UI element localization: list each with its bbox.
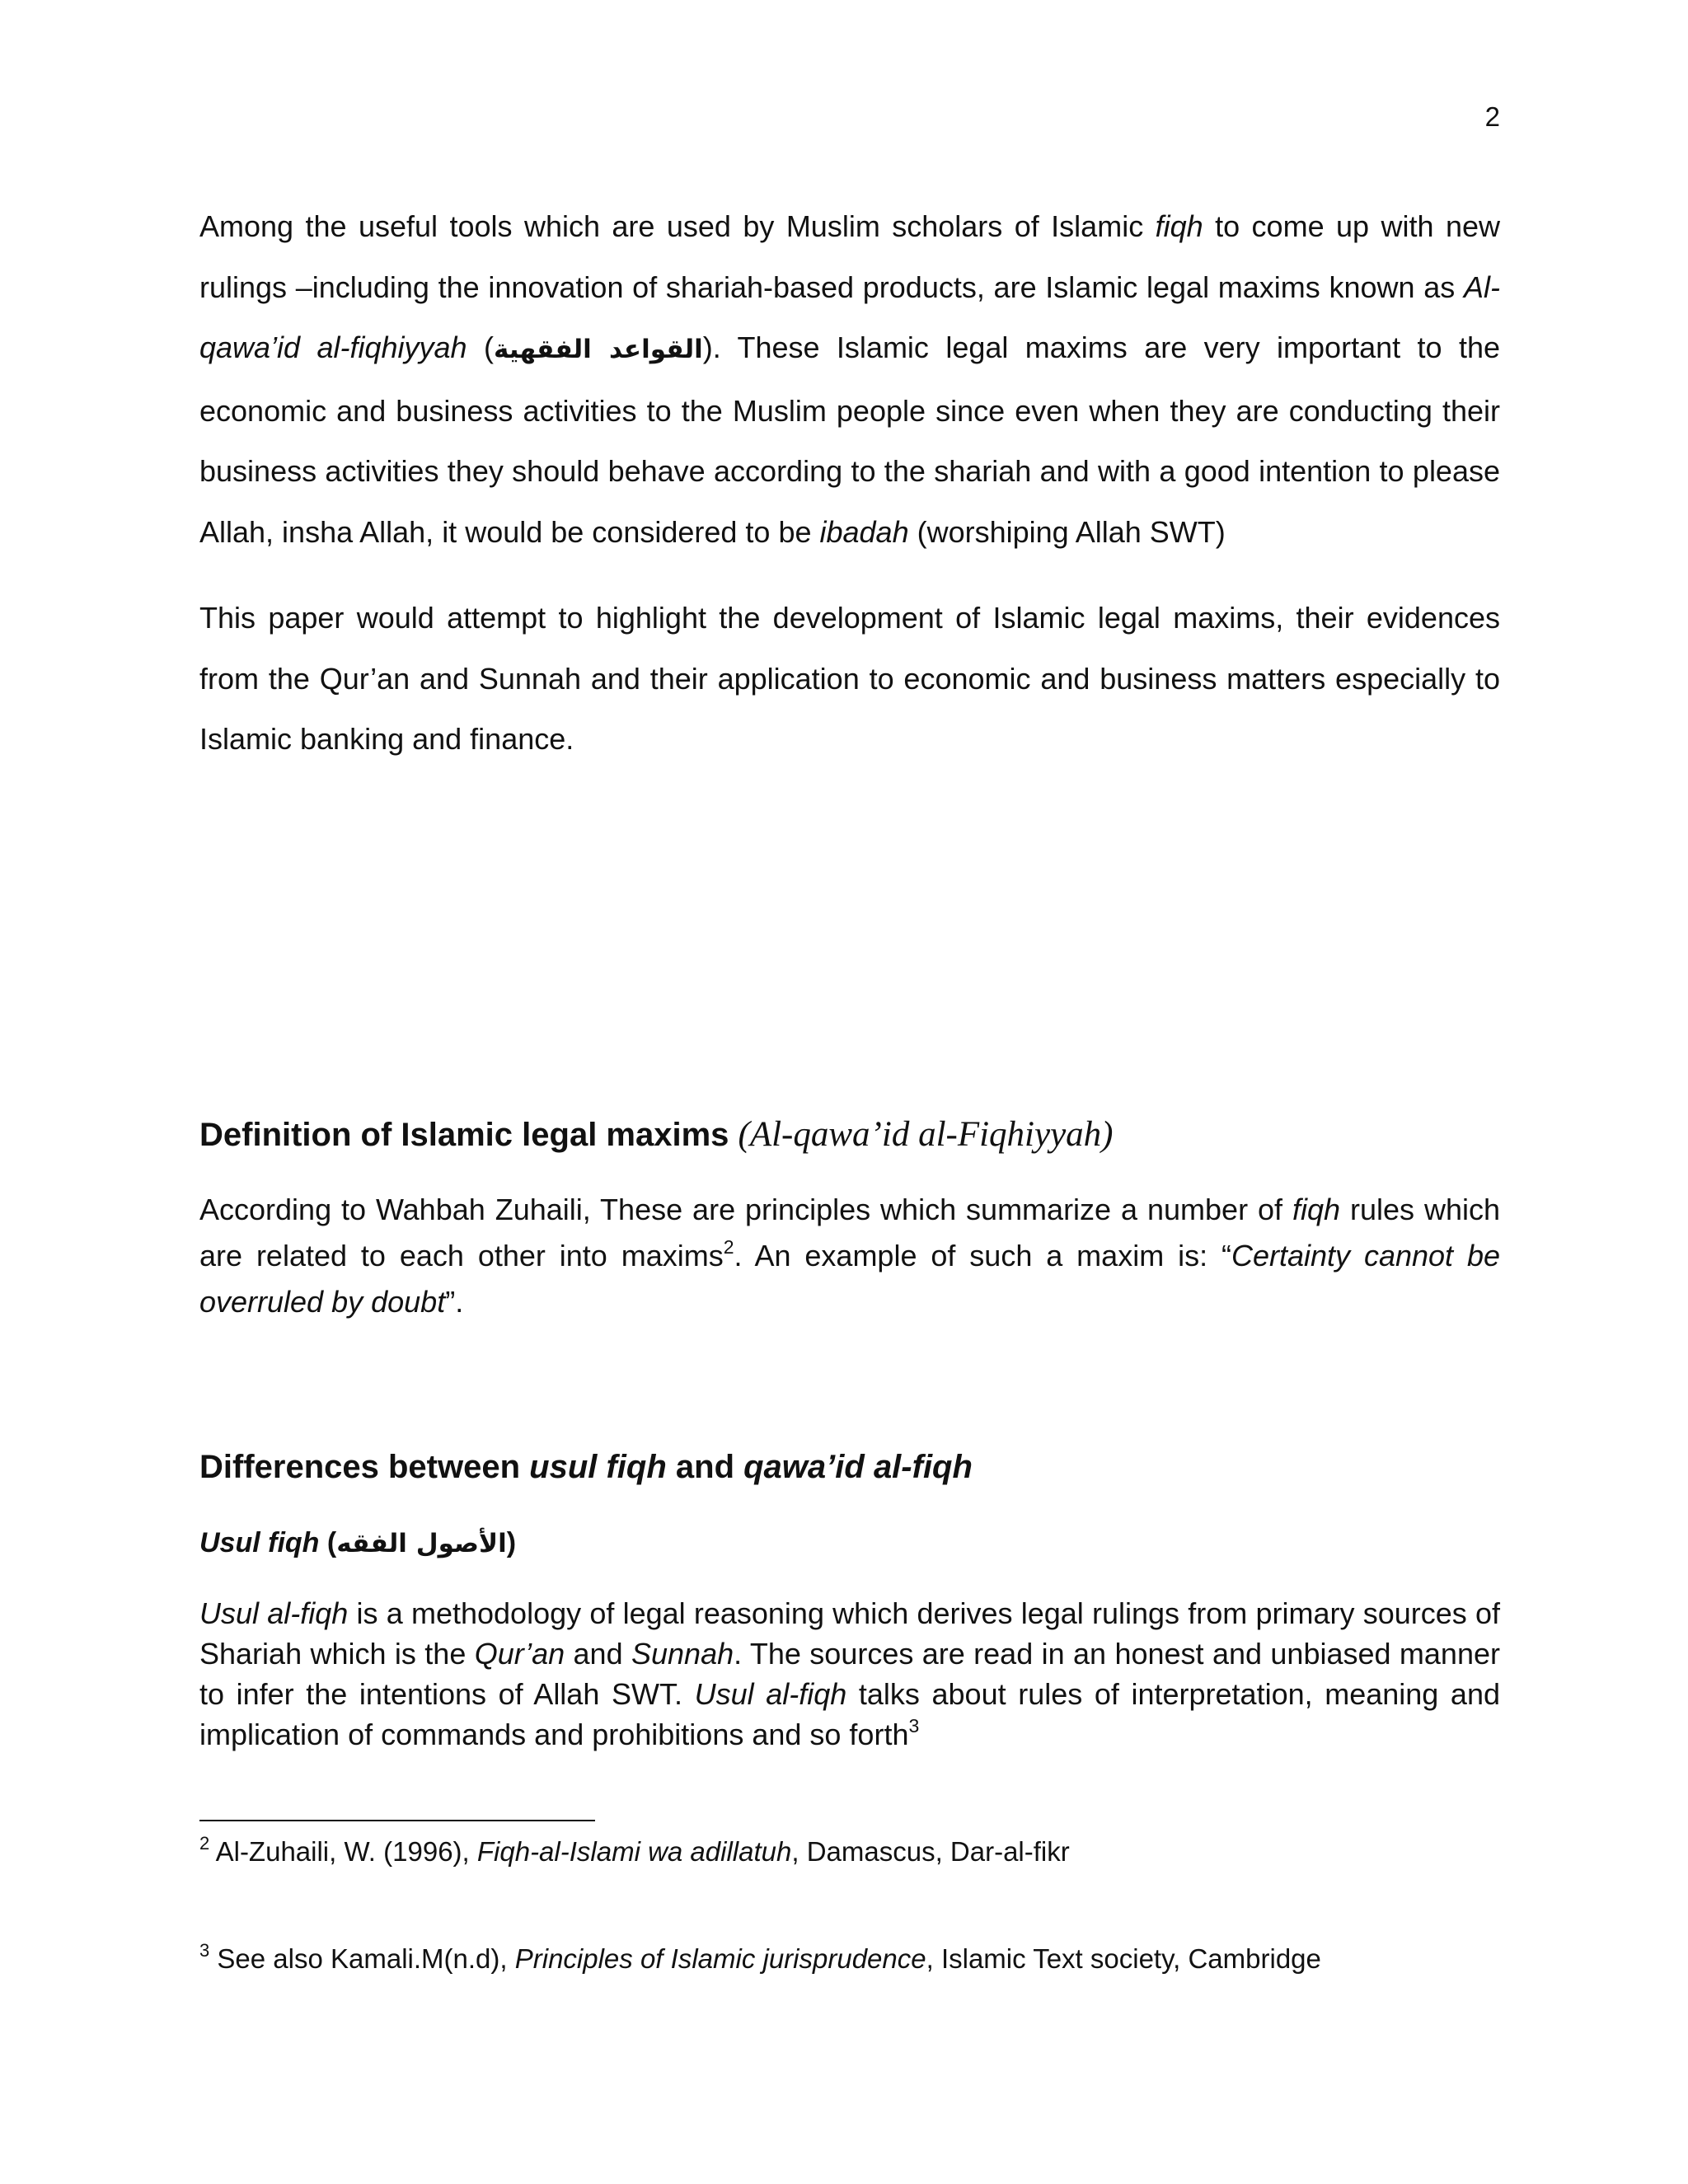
intro-p1-text-4: (worshiping Allah SWT) [908, 514, 1226, 549]
usul-term: Usul al-fiqh [199, 1596, 349, 1630]
definition-text-2: rules which are related to each other into maxims [199, 1193, 1500, 1272]
usul-subheading-close-paren: ) [506, 1527, 517, 1558]
definition-heading-bold: Definition of Islamic legal maxims [199, 1117, 738, 1153]
usul-and: and [565, 1637, 631, 1671]
definition-fiqh: fiqh [1292, 1193, 1341, 1226]
intro-p1-ibadah: ibadah [819, 514, 909, 549]
usul-subheading-arabic: الأصول الفقه [336, 1529, 507, 1558]
definition-heading-close-paren: ) [1101, 1115, 1114, 1154]
usul-term-2: Usul al-fiqh [694, 1677, 847, 1711]
footnote-3-text-1: See also Kamali.M(n.d), [209, 1943, 515, 1974]
usul-subheading-open-paren: ( [319, 1527, 337, 1558]
usul-text-3: talks about rules of interpretation, meaning and implication of commands and prohibitions and so forth [199, 1677, 1500, 1751]
differences-heading-usul: usul fiqh [529, 1449, 667, 1485]
footnote-ref-3: 3 [908, 1715, 920, 1736]
definition-heading [199, 1112, 1500, 1158]
footnote-3 [199, 1941, 1500, 1977]
usul-body [199, 1593, 1500, 1755]
intro-p1-text-2: to come up with new rulings –including the innovation of shariah-based products, are Islamic legal maxims known as [199, 209, 1500, 304]
usul-text-1: is a methodology of legal reasoning which derives legal rulings from primary sources of Shariah which is the [199, 1596, 1500, 1671]
definition-paragraph [199, 1187, 1500, 1325]
intro-paragraph-2: This paper would attempt to highlight the development of Islamic legal maxims, their evidences from the Qur’an and Sunnah and their application to economic and business matters especially to Islamic banking and finance. [199, 601, 1500, 756]
intro-section [199, 196, 1500, 770]
intro-paragraph-1 [199, 196, 1500, 562]
footnote-2-title: Fiqh-al-Islami wa adillatuh [476, 1836, 792, 1867]
intro-p1-text-1: Among the useful tools which are used by Muslim scholars of Islamic [199, 209, 1156, 243]
definition-text-3: . An example of such a maxim is: “ [734, 1239, 1231, 1272]
definition-text-1: According to Wahbah Zuhaili, These are principles which summarize a number of [199, 1193, 1292, 1226]
differences-heading-and: and [666, 1449, 744, 1485]
intro-p1-open-paren: ( [467, 330, 494, 364]
footnote-ref-2: 2 [723, 1236, 734, 1258]
intro-p1-fiqh: fiqh [1155, 209, 1203, 243]
definition-body [199, 1187, 1500, 1325]
definition-close-quote: ”. [445, 1285, 464, 1319]
footnote-2-text-1: Al-Zuhaili, W. (1996), [209, 1836, 477, 1867]
footnote-separator [199, 1820, 595, 1821]
definition-heading-open-paren: ( [738, 1115, 750, 1154]
differences-heading-text-1: Differences between [199, 1449, 530, 1485]
intro-p1-arabic-term: القواعد الفقهية [493, 335, 703, 364]
usul-subheading [199, 1524, 1500, 1563]
intro-p1-maxims-term: Al-qawa’id al-fiqhiyyah [199, 269, 1500, 364]
footnote-2-number: 2 [199, 1833, 210, 1854]
footnote-2-text-2: , Damascus, Dar-al-fikr [791, 1836, 1070, 1867]
footnote-3-text-2: , Islamic Text society, Cambridge [926, 1943, 1321, 1974]
definition-maxim: Certainty cannot be overruled by doubt [199, 1239, 1500, 1319]
page-number: 2 [1484, 101, 1500, 132]
usul-text-2: . The sources are read in an honest and unbiased manner to infer the intentions of Allah SWT. [199, 1637, 1500, 1711]
definition-heading-italic: Al-qawa’id al-Fiqhiyyah [749, 1115, 1102, 1154]
footnote-3-title: Principles of Islamic jurisprudence [514, 1943, 926, 1974]
footnote-2 [199, 1834, 1500, 1870]
differences-heading-qawaid: qawa’id al-fiqh [743, 1449, 973, 1485]
usul-quran: Qur’an [474, 1637, 565, 1671]
footnote-3-number: 3 [199, 1940, 210, 1961]
usul-sunnah: Sunnah [631, 1637, 734, 1671]
intro-p1-text-3: ). These Islamic legal maxims are very important to the economic and business activities to the Muslim people since even when they are conducting their business activities they should behave according to the shariah and with a good intention to please Allah, insha Allah, it would be considered to be [199, 330, 1500, 549]
usul-subheading-label: Usul fiqh [199, 1527, 320, 1558]
differences-heading [199, 1444, 1500, 1490]
usul-paragraph [199, 1593, 1500, 1755]
